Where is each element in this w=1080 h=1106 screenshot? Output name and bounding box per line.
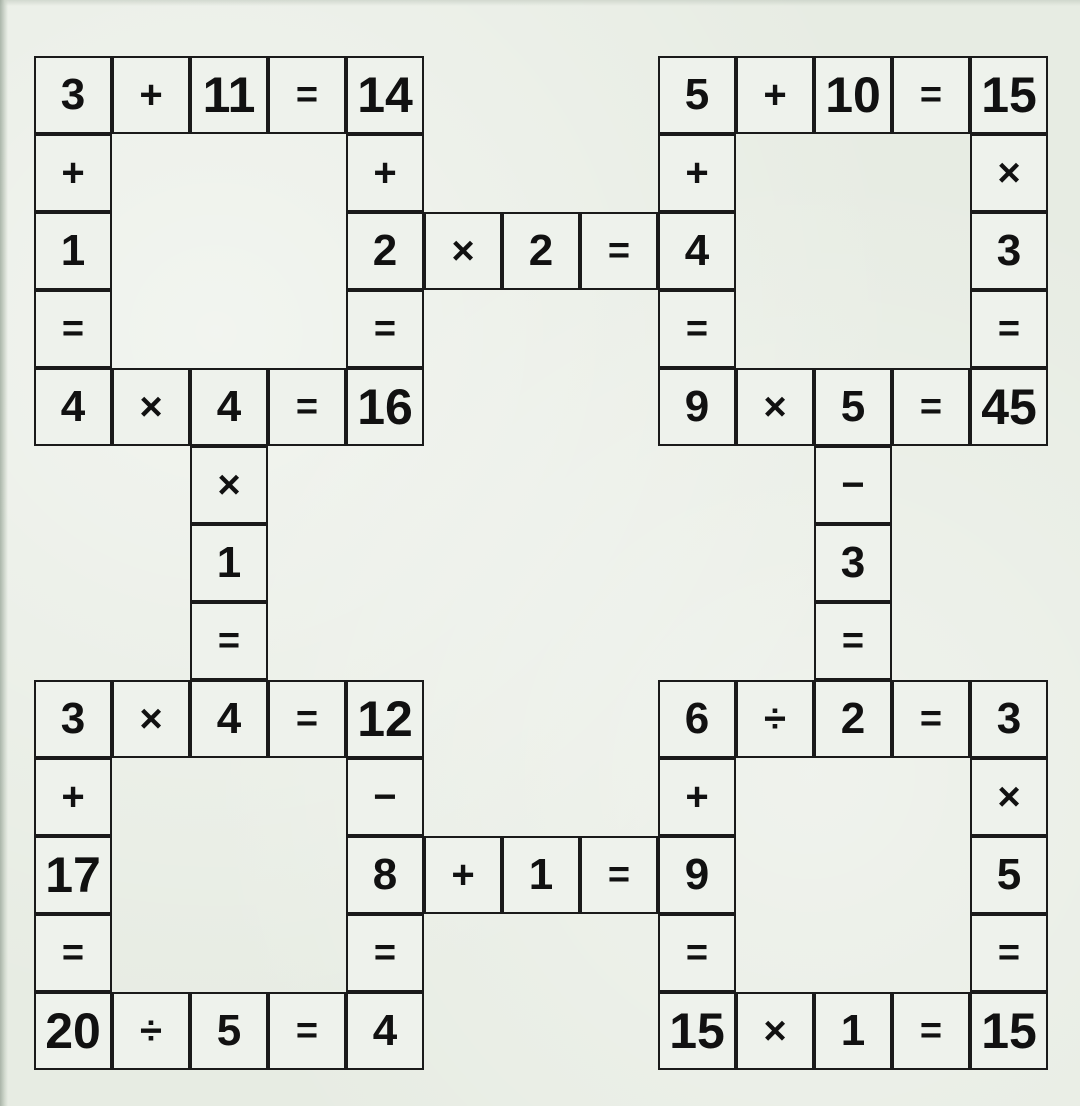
grid-cell-num-c18[interactable]: 2 (502, 212, 580, 290)
grid-cell-eq-c34: = (892, 368, 970, 446)
grid-cell-op-c55: × (970, 758, 1048, 836)
grid-cell-op-c73: × (736, 992, 814, 1070)
grid-cell-eq-c4: = (268, 56, 346, 134)
grid-cell-num-c6[interactable]: 5 (658, 56, 736, 134)
grid-cell-eq-c65: = (658, 914, 736, 992)
grid-cell-num-c59[interactable]: 1 (502, 836, 580, 914)
grid-cell-eq-c19: = (580, 212, 658, 290)
grid-cell-op-c58: + (424, 836, 502, 914)
grid-cell-eq-c22: = (34, 290, 112, 368)
grid-cell-num-c51[interactable]: 3 (970, 680, 1048, 758)
grid-cell-eq-c24: = (658, 290, 736, 368)
grid-cell-eq-c66: = (970, 914, 1048, 992)
grid-cell-eq-c50: = (892, 680, 970, 758)
grid-cell-op-c43: × (112, 680, 190, 758)
grid-cell-num-c1[interactable]: 3 (34, 56, 112, 134)
grid-cell-num-c71[interactable]: 4 (346, 992, 424, 1070)
grid-cell-op-c11: + (34, 134, 112, 212)
grid-cell-num-c8[interactable]: 10 (814, 56, 892, 134)
grid-cell-op-c53: − (346, 758, 424, 836)
grid-cell-num-c76[interactable]: 15 (970, 992, 1048, 1070)
grid-cell-num-c21[interactable]: 3 (970, 212, 1048, 290)
grid-cell-op-c7: + (736, 56, 814, 134)
grid-cell-eq-c70: = (268, 992, 346, 1070)
grid-cell-op-c32: × (736, 368, 814, 446)
grid-cell-eq-c29: = (268, 368, 346, 446)
grid-cell-op-c54: + (658, 758, 736, 836)
grid-cell-num-c38[interactable]: 1 (190, 524, 268, 602)
grid-cell-op-c27: × (112, 368, 190, 446)
grid-cell-op-c68: ÷ (112, 992, 190, 1070)
grid-cell-num-c15[interactable]: 1 (34, 212, 112, 290)
grid-cell-num-c44[interactable]: 4 (190, 680, 268, 758)
grid-cell-op-c14: × (970, 134, 1048, 212)
grid-cell-op-c2: + (112, 56, 190, 134)
grid-cell-num-c47[interactable]: 6 (658, 680, 736, 758)
grid-cell-num-c35[interactable]: 45 (970, 368, 1048, 446)
grid-cell-num-c26[interactable]: 4 (34, 368, 112, 446)
grid-cell-op-c17: × (424, 212, 502, 290)
grid-cell-num-c31[interactable]: 9 (658, 368, 736, 446)
paper-edge-left (0, 0, 8, 1106)
grid-cell-num-c30[interactable]: 16 (346, 368, 424, 446)
grid-cell-num-c49[interactable]: 2 (814, 680, 892, 758)
grid-cell-num-c57[interactable]: 8 (346, 836, 424, 914)
grid-cell-eq-c23: = (346, 290, 424, 368)
grid-cell-num-c72[interactable]: 15 (658, 992, 736, 1070)
grid-cell-num-c69[interactable]: 5 (190, 992, 268, 1070)
grid-cell-num-c39[interactable]: 3 (814, 524, 892, 602)
grid-cell-eq-c9: = (892, 56, 970, 134)
grid-cell-num-c62[interactable]: 5 (970, 836, 1048, 914)
grid-cell-num-c42[interactable]: 3 (34, 680, 112, 758)
grid-cell-num-c20[interactable]: 4 (658, 212, 736, 290)
grid-cell-eq-c60: = (580, 836, 658, 914)
grid-cell-op-c48: ÷ (736, 680, 814, 758)
grid-cell-eq-c64: = (346, 914, 424, 992)
grid-cell-num-c16[interactable]: 2 (346, 212, 424, 290)
grid-cell-op-c36: × (190, 446, 268, 524)
grid-cell-eq-c25: = (970, 290, 1048, 368)
grid-cell-num-c74[interactable]: 1 (814, 992, 892, 1070)
grid-cell-num-c56[interactable]: 17 (34, 836, 112, 914)
grid-cell-num-c67[interactable]: 20 (34, 992, 112, 1070)
grid-cell-eq-c40: = (190, 602, 268, 680)
grid-cell-eq-c45: = (268, 680, 346, 758)
grid-cell-num-c46[interactable]: 12 (346, 680, 424, 758)
paper-edge-top (0, 0, 1080, 6)
grid-cell-op-c13: + (658, 134, 736, 212)
grid-cell-num-c33[interactable]: 5 (814, 368, 892, 446)
grid-cell-eq-c75: = (892, 992, 970, 1070)
grid-cell-num-c10[interactable]: 15 (970, 56, 1048, 134)
grid-cell-num-c5[interactable]: 14 (346, 56, 424, 134)
grid-cell-op-c37: − (814, 446, 892, 524)
grid-cell-op-c12: + (346, 134, 424, 212)
grid-cell-num-c3[interactable]: 11 (190, 56, 268, 134)
grid-cell-eq-c63: = (34, 914, 112, 992)
grid-cell-num-c28[interactable]: 4 (190, 368, 268, 446)
grid-cell-op-c52: + (34, 758, 112, 836)
grid-cell-eq-c41: = (814, 602, 892, 680)
grid-cell-num-c61[interactable]: 9 (658, 836, 736, 914)
